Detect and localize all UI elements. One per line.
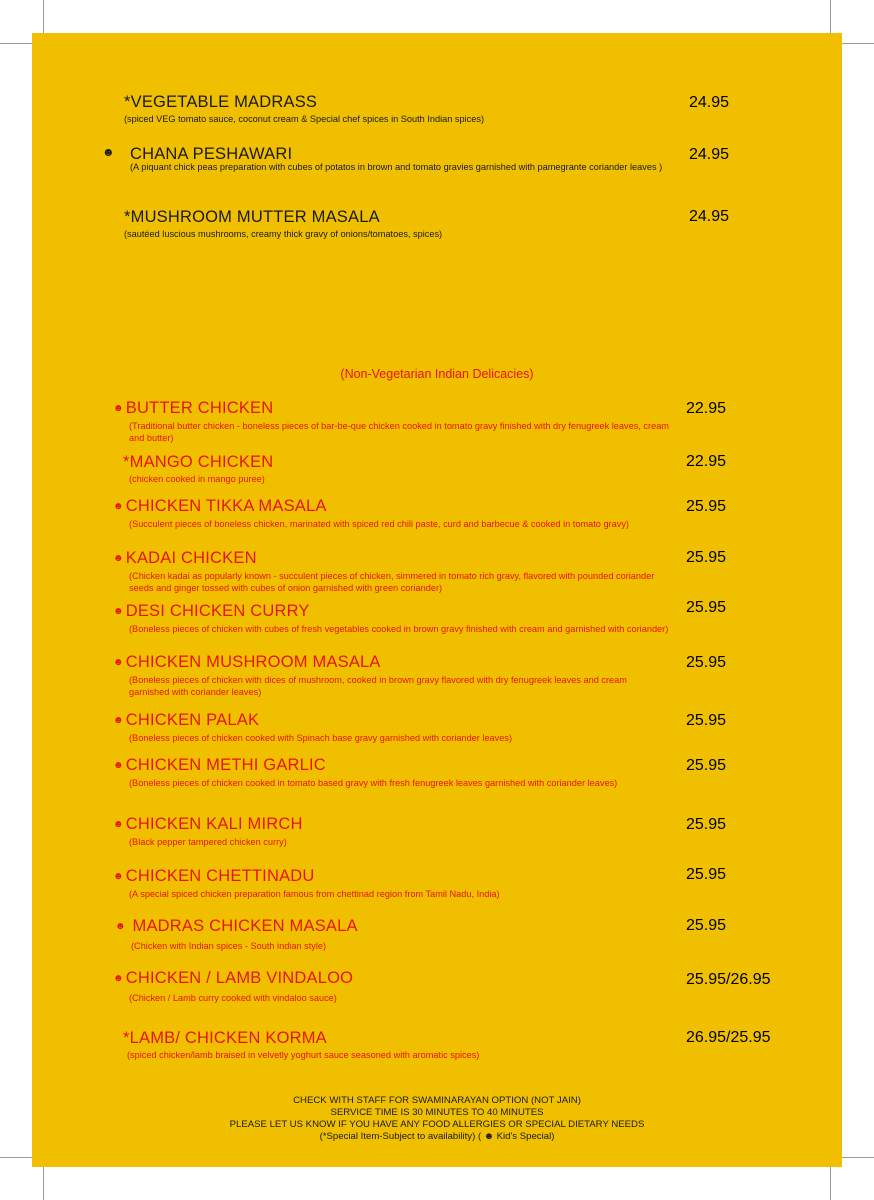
kids-special-icon: ☻ xyxy=(113,715,124,726)
footer-line: CHECK WITH STAFF FOR SWAMINARAYAN OPTION (NOT JAIN) xyxy=(293,1095,581,1106)
item-name: CHICKEN TIKKA MASALA xyxy=(125,497,327,515)
item-description: (Boneless pieces of chicken with cubes of fresh vegetables cooked in brown gravy finished with cream and garnished with coriander) xyxy=(129,624,669,634)
item-description: (chicken cooked in mango puree) xyxy=(129,474,265,484)
item-description: (Traditional butter chicken - boneless pieces of bar-be-que chicken cooked in tomato gravy finished with dry fenugreek leaves, cream and butter) xyxy=(129,421,669,443)
item-price: 22.95 xyxy=(686,453,727,470)
item-name: CHICKEN MUSHROOM MASALA xyxy=(125,653,381,671)
item-price: 25.95 xyxy=(686,549,727,566)
kids-special-icon: ☻ xyxy=(113,760,124,771)
item-price: 25.95 xyxy=(686,816,727,833)
item-name: MADRAS CHICKEN MASALA xyxy=(132,917,358,935)
menu-item xyxy=(124,208,664,240)
item-description: (Chicken kadai as popularly known - succulent pieces of chicken, simmered in tomato rich gravy, flavored with pounded coriander seeds and ginger tossed with cubes of onion garnished with green coriander) xyxy=(129,571,655,593)
item-description: (A special spiced chicken preparation famous from chettinad region from Tamil Nadu, India) xyxy=(129,889,500,899)
item-name: CHICKEN / LAMB VINDALOO xyxy=(125,969,354,987)
item-description: (Chicken / Lamb curry cooked with vindaloo sauce) xyxy=(129,993,337,1003)
menu-item xyxy=(113,711,669,744)
item-price: 25.95 xyxy=(686,498,727,515)
menu-item xyxy=(113,867,669,900)
menu-item xyxy=(115,917,671,952)
item-price: 24.95 xyxy=(689,146,730,163)
item-description: (Black pepper tampered chicken curry) xyxy=(129,837,287,847)
kids-special-icon: ☻ xyxy=(113,657,124,668)
item-description: (spiced chicken/lamb braised in velvetly yoghurt sauce seasoned with aromatic spices) xyxy=(127,1050,480,1060)
kids-special-icon: ☻ xyxy=(113,819,124,830)
item-name: DESI CHICKEN CURRY xyxy=(125,602,310,620)
section-title: (Non-Vegetarian Indian Delicacies) xyxy=(340,367,534,381)
footer-line: SERVICE TIME IS 30 MINUTES TO 40 MINUTES xyxy=(330,1107,544,1118)
item-name: *MANGO CHICKEN xyxy=(123,453,274,471)
crop-mark xyxy=(0,43,33,44)
item-description: (sautéed luscious mushrooms, creamy thick gravy of onions/tomatoes, spices) xyxy=(124,229,443,239)
footer-notes xyxy=(32,1095,842,1143)
item-description: (spiced VEG tomato sauce, coconut cream & Special chef spices in South Indian spices) xyxy=(124,114,485,124)
kids-special-icon: ☻ xyxy=(113,403,124,414)
crop-mark xyxy=(43,1167,44,1200)
menu-item xyxy=(113,815,669,848)
menu-item xyxy=(113,497,669,530)
kids-special-icon: ☻ xyxy=(115,921,126,932)
item-price: 22.95 xyxy=(686,400,727,417)
menu-item xyxy=(113,969,669,1004)
item-description: (Succulent pieces of boneless chicken, marinated with spiced red chili paste, curd and barbecue & cooked in tomato gravy) xyxy=(129,519,629,529)
item-price: 25.95 xyxy=(686,917,727,934)
item-price: 25.95 xyxy=(686,599,727,616)
item-name: KADAI CHICKEN xyxy=(125,549,257,567)
footer-line: (*Special Item-Subject to availability) ( ☻ Kid's Special) xyxy=(319,1131,555,1142)
item-description: (A piquant chick peas preparation with cubes of potatos in brown and tomato gravies garnished with pamegrante coriander leaves ) xyxy=(130,162,663,172)
item-name: CHICKEN CHETTINADU xyxy=(125,867,315,885)
menu-page xyxy=(32,33,842,1167)
item-price: 26.95/25.95 xyxy=(686,1029,771,1046)
item-name: *MUSHROOM MUTTER MASALA xyxy=(124,208,380,226)
menu-item xyxy=(124,93,664,125)
menu-item xyxy=(123,453,669,485)
crop-mark xyxy=(842,43,874,44)
menu-item xyxy=(113,399,669,444)
crop-mark xyxy=(842,1157,874,1158)
kids-special-icon: ☻ xyxy=(102,145,115,159)
item-description: (Boneless pieces of chicken with dices of mushroom, cooked in brown gravy flavored with dry fenugreek leaves and cream garnished with coriander leaves) xyxy=(129,675,627,697)
item-description: (Boneless pieces of chicken cooked with Spinach base gravy garnished with coriander leaves) xyxy=(129,733,513,743)
menu-item xyxy=(130,145,670,173)
item-price: 25.95 xyxy=(686,757,727,774)
item-price: 24.95 xyxy=(689,208,730,225)
item-price: 25.95 xyxy=(686,654,727,671)
menu-item xyxy=(123,1029,667,1061)
crop-mark xyxy=(830,1167,831,1200)
crop-mark xyxy=(830,0,831,33)
menu-item xyxy=(113,756,669,789)
item-name: CHANA PESHAWARI xyxy=(130,145,293,163)
kids-special-icon: ☻ xyxy=(113,553,124,564)
item-name: CHICKEN PALAK xyxy=(125,711,260,729)
menu-item xyxy=(113,602,669,635)
item-price: 25.95 xyxy=(686,712,727,729)
item-name: *LAMB/ CHICKEN KORMA xyxy=(123,1029,327,1047)
item-description: (Boneless pieces of chicken cooked in tomato based gravy with fresh fenugreek leaves garnished with coriander leaves) xyxy=(129,778,618,788)
kids-special-icon: ☻ xyxy=(113,501,124,512)
item-name: BUTTER CHICKEN xyxy=(125,399,274,417)
kids-special-icon: ☻ xyxy=(113,871,124,882)
crop-mark xyxy=(43,0,44,33)
item-name: CHICKEN KALI MIRCH xyxy=(125,815,303,833)
item-price: 24.95 xyxy=(689,94,730,111)
kids-special-icon: ☻ xyxy=(113,606,124,617)
item-price: 25.95/26.95 xyxy=(686,971,771,988)
item-name: *VEGETABLE MADRASS xyxy=(124,93,318,111)
footer-line: PLEASE LET US KNOW IF YOU HAVE ANY FOOD ALLERGIES OR SPECIAL DIETARY NEEDS xyxy=(229,1119,645,1130)
item-description: (Chicken with Indian spices - South indian style) xyxy=(131,941,327,951)
crop-mark xyxy=(0,1157,33,1158)
kids-special-icon: ☻ xyxy=(113,973,124,984)
item-price: 25.95 xyxy=(686,866,727,883)
menu-item xyxy=(113,653,669,698)
menu-item xyxy=(113,549,669,594)
item-name: CHICKEN METHI GARLIC xyxy=(125,756,326,774)
